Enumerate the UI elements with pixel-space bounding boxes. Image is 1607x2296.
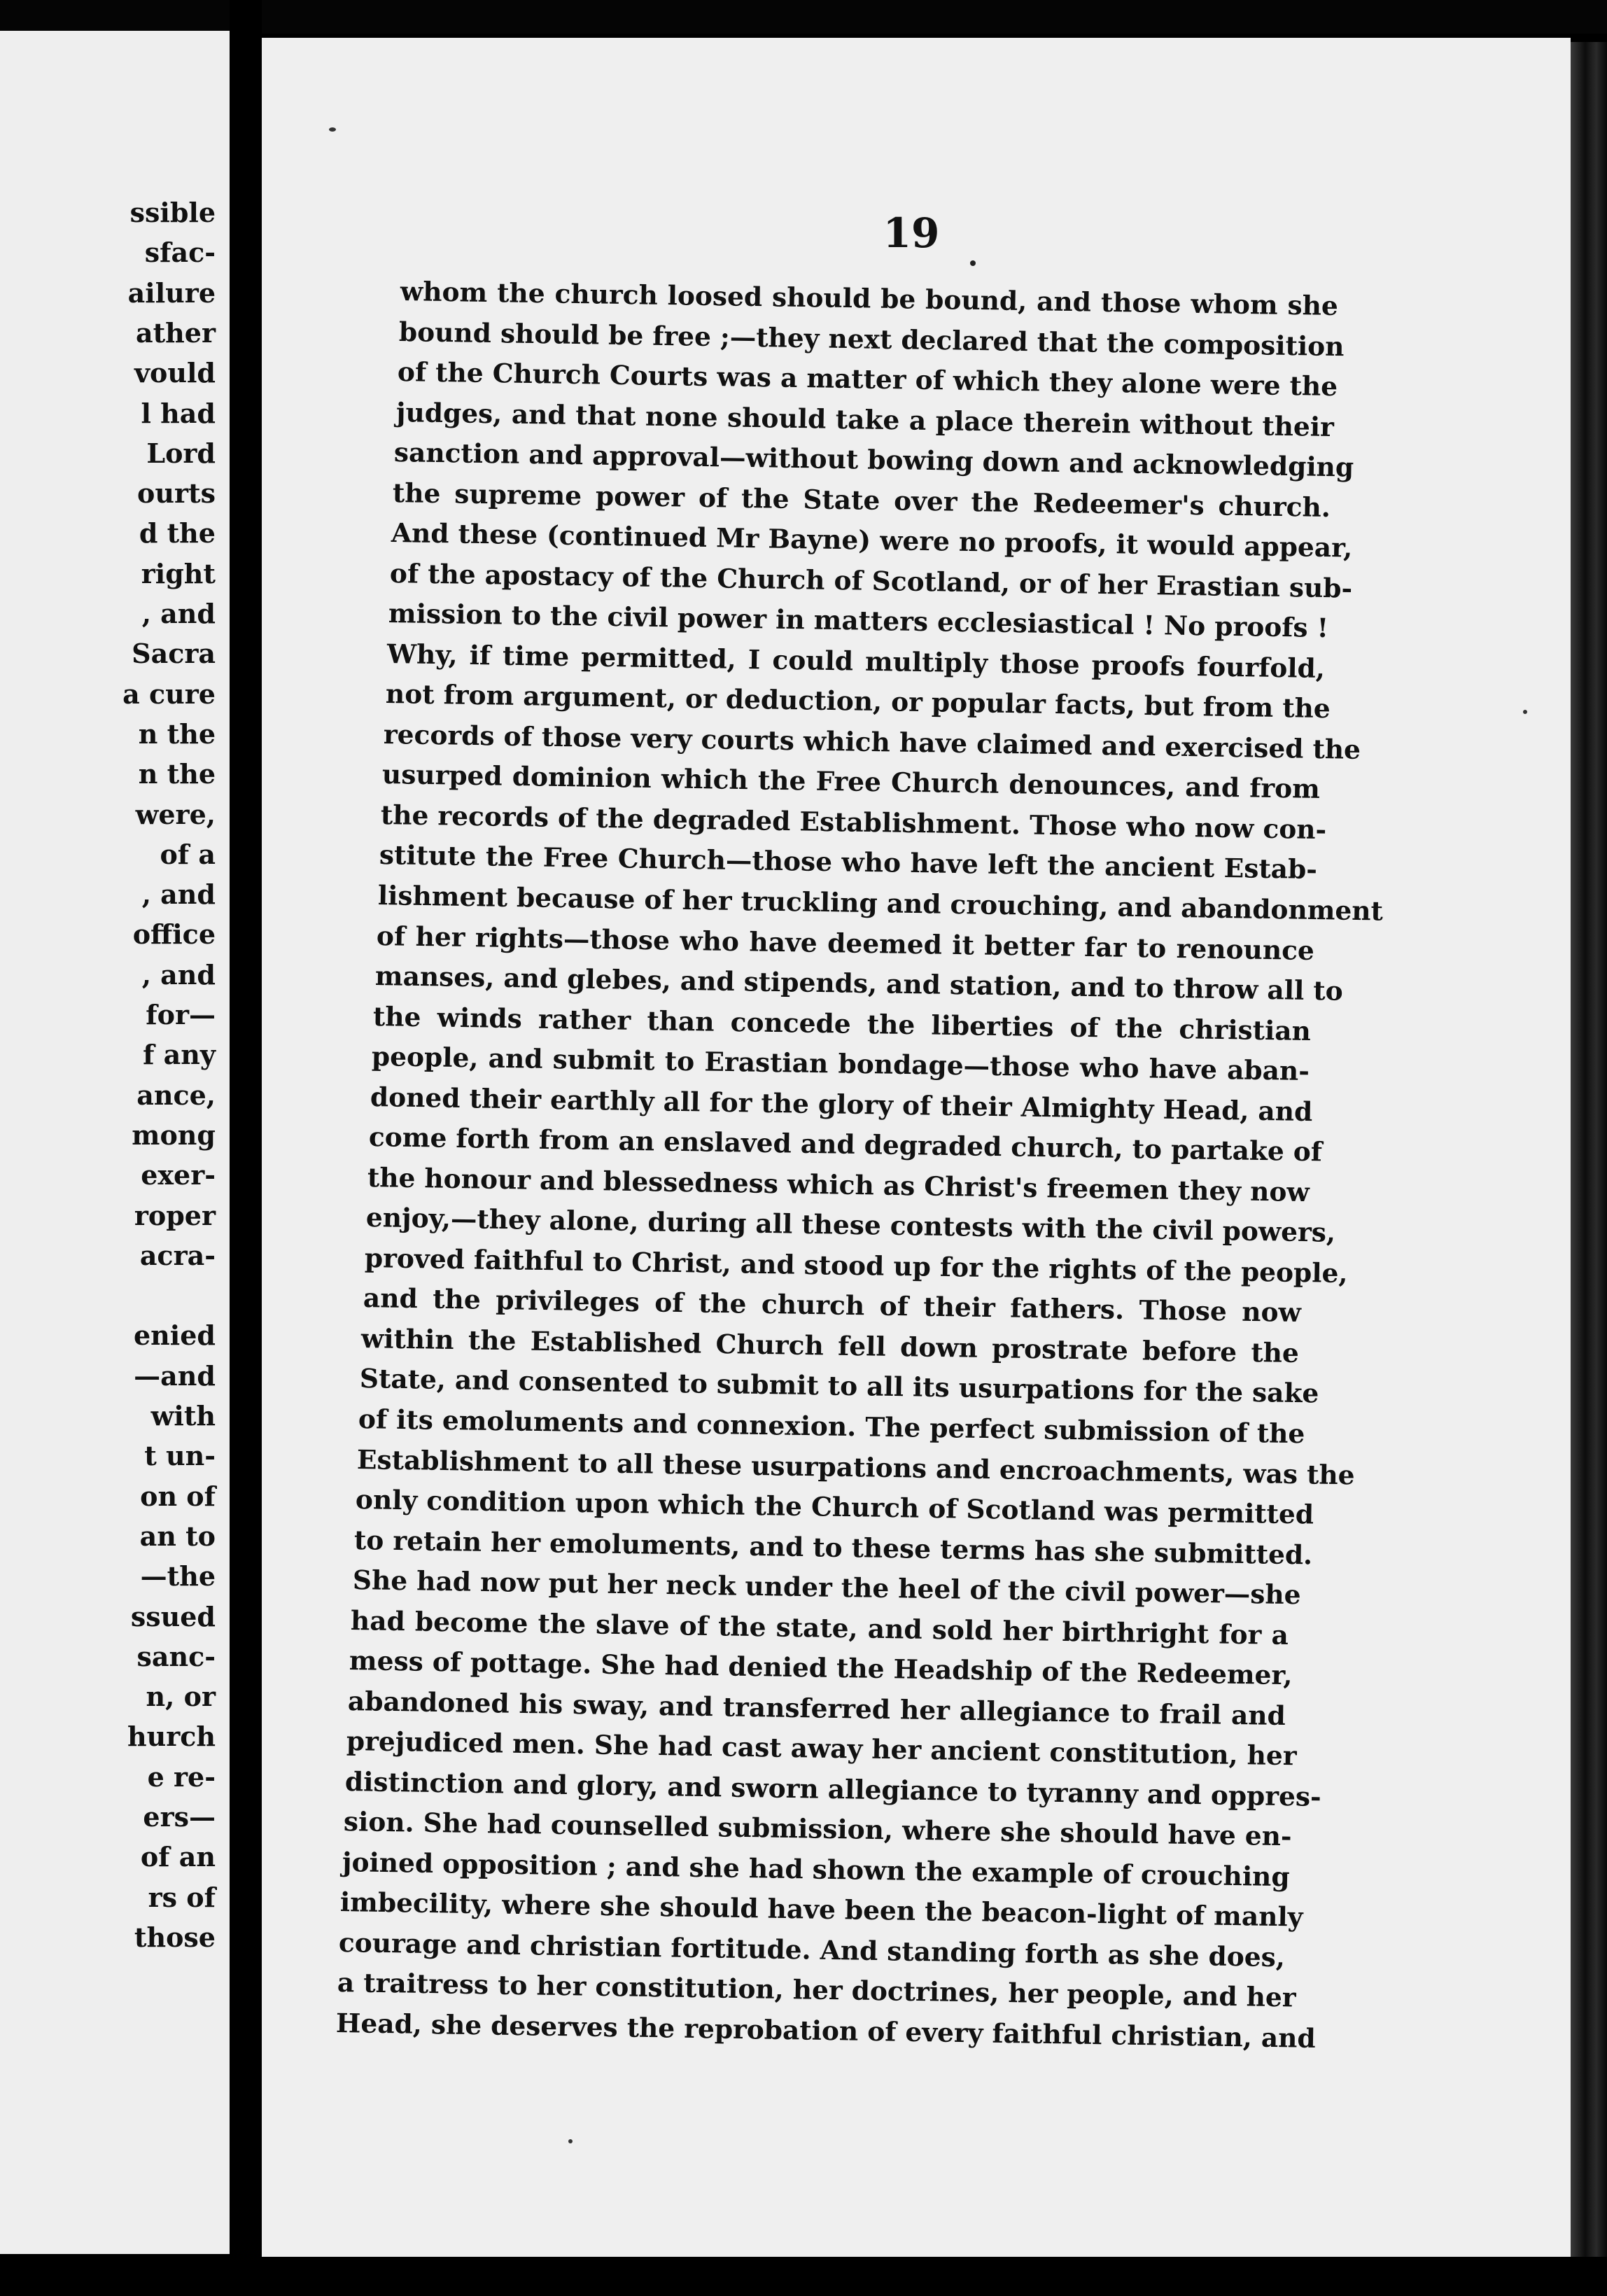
body-text-line: State, and consented to submit to all its usurpations for the sake [359,1363,1319,1409]
previous-page-line-fragment: mong [132,1119,216,1151]
previous-page-line-fragment: enied [134,1320,216,1352]
previous-page-line-fragment: exer- [141,1159,216,1191]
page-number: 19 [883,209,940,257]
body-text-line: people, and submit to Erastian bondage—those who have aban- [372,1041,1310,1087]
body-text-line: And these (continued Mr Bayne) were no proofs, it would appear, [391,517,1353,564]
body-text-line: Head, she deserves the reprobation of every faithful christian, and [335,2008,1317,2054]
previous-page-line-fragment: , and [141,878,216,911]
previous-page-line-fragment: of an [140,1841,216,1873]
previous-page-line-fragment: l had [141,397,216,429]
body-text-line: records of those very courts which have claimed and exercised the [384,718,1361,765]
ink-speck [970,260,976,266]
body-text-line: within the Established Church fell down prostrate before the [361,1322,1300,1368]
body-text-line: joined opposition ; and she had shown the example of crouching [342,1846,1290,1893]
previous-page-line-fragment: were, [135,798,216,830]
previous-page-line-fragment: —the [140,1560,216,1592]
body-text-line: courage and christian fortitude. And standing forth as she does, [338,1926,1286,1973]
body-text-line: doned their earthly all for the glory of their Almighty Head, and [370,1081,1313,1127]
body-text-line: distinction and glory, and sworn allegiance to tyranny and oppres- [344,1765,1321,1812]
body-text-line: lishment because of her truckling and crouching, and abandonment [377,880,1384,927]
previous-page-line-fragment: vould [134,357,216,389]
body-text-line: proved faithful to Christ, and stood up for the rights of the people, [364,1242,1348,1289]
previous-page-line-fragment: n, or [146,1681,216,1713]
body-text-line: only condition upon which the Church of Scotland was permitted [355,1484,1314,1530]
previous-page-line-fragment: , and [141,958,216,990]
previous-page-line-fragment: d the [139,517,216,550]
previous-page-line-fragment: ance, [136,1079,216,1111]
previous-page-line-fragment: office [132,918,216,951]
previous-page-line-fragment: sfac- [144,237,216,269]
previous-page-line-fragment: roper [134,1199,216,1231]
body-text-line: of the apostacy of the Church of Scotland, or of her Erastian sub- [389,557,1353,604]
ink-speck [568,2139,573,2143]
previous-page-line-fragment: a cure [122,678,216,710]
ink-speck [1523,710,1527,714]
ink-speck [329,127,336,132]
previous-page-line-fragment: ssued [130,1600,216,1632]
previous-page-line-fragment: ourts [137,477,216,510]
previous-page-line-fragment: ather [136,316,216,349]
body-text-line: the winds rather than concede the liberties of the christian [373,1000,1312,1046]
body-text-line: abandoned his sway, and transferred her allegiance to frail and [347,1685,1286,1731]
previous-page-line-fragment: f any [143,1039,216,1071]
body-text-line: and the privileges of the church of their fathers. Those now [363,1282,1301,1329]
body-text-line: enjoy,—they alone, during all these contests with the civil powers, [365,1202,1336,1249]
body-text-line: Why, if time permitted, I could multiply those proofs fourfold, [386,638,1325,684]
previous-page-line-fragment: t un- [144,1440,216,1472]
body-text-line: She had now put her neck under the heel of the civil power—she [352,1564,1301,1611]
body-text-line: the records of the degraded Establishment. Those who now con- [380,799,1327,846]
previous-page-line-fragment: those [134,1921,216,1953]
body-text-line: usurped dominion which the Free Church denounces, and from [381,759,1321,805]
body-text-line: imbecility, where she should have been the beacon-light of manly [340,1886,1304,1933]
body-text-line: of the Church Courts was a matter of which they alone were the [397,356,1338,402]
previous-page-line-fragment: n the [138,758,216,790]
previous-page-line-fragment: , and [141,598,216,629]
body-text-line: prejudiced men. She had cast away her ancient constitution, her [346,1726,1297,1772]
previous-page-line-fragment: sanc- [136,1640,216,1672]
body-text-line: a traitress to her constitution, her doctrines, her people, and her [337,1967,1297,2013]
body-text-line: judges, and that none should take a place therein without their [395,396,1334,442]
previous-page-line-fragment: ssible [129,197,216,228]
body-text-line: stitute the Free Church—those who have left the ancient Estab- [379,839,1318,886]
body-text-line: the supreme power of the State over the Redeemer's church. [392,477,1331,523]
previous-page-line-fragment: an to [139,1520,216,1552]
body-text-line: mission to the civil power in matters ecclesiastical ! No proofs ! [388,598,1329,644]
body-text-line: bound should be free ;—they next declared that the composition [398,316,1345,362]
book-gutter [230,0,262,2296]
body-text-line: whom the church loosed should be bound, and those whom she [400,276,1339,322]
previous-page-line-fragment: of a [160,838,216,870]
page-edge-shadow [1571,42,1607,2296]
previous-page-line-fragment: acra- [139,1239,216,1271]
previous-page-line-fragment: rs of [148,1881,216,1913]
previous-page-line-fragment: with [150,1400,216,1432]
page [262,38,1571,2260]
body-text-line: sion. She had counselled submission, where she should have en- [343,1806,1292,1852]
previous-page-line-fragment: ailure [127,276,216,309]
scan-bottom-border [0,2257,1607,2296]
previous-page-line-fragment: Sacra [132,638,216,670]
body-text-line: mess of pottage. She had denied the Headship of the Redeemer, [349,1645,1293,1691]
previous-page-line-fragment: hurch [127,1721,216,1753]
body-text-line: sanction and approval—without bowing down and acknowledging [394,437,1354,483]
body-text-line: had become the slave of the state, and sold her birthright for a [351,1604,1289,1651]
body-text-line: the honour and blessedness which as Christ's freemen they now [367,1161,1310,1208]
previous-page-fragment [0,31,230,2254]
body-text-line: of her rights—those who have deemed it better far to renounce [376,920,1314,966]
previous-page-line-fragment: —and [134,1359,216,1392]
body-text-line: come forth from an enslaved and degraded church, to partake of [368,1121,1323,1168]
body-text-line: Establishment to all these usurpations and encroachments, was the [356,1443,1355,1490]
body-text-line: manses, and glebes, and stipends, and station, and to throw all to [374,960,1343,1007]
previous-page-line-fragment: right [141,557,216,589]
previous-page-line-fragment: ers— [143,1801,216,1833]
previous-page-line-fragment: n the [138,718,216,750]
previous-page-line-fragment: e re- [147,1760,216,1793]
body-text-line: of its emoluments and connexion. The perfect submission of the [358,1403,1305,1450]
previous-page-line-fragment: for— [146,999,216,1030]
body-text-line: to retain her emoluments, and to these terms has she submitted. [353,1524,1313,1571]
previous-page-line-fragment: Lord [146,437,216,469]
body-text-line: not from argument, or deduction, or popular facts, but from the [385,678,1331,724]
previous-page-line-fragment: on of [140,1480,216,1512]
